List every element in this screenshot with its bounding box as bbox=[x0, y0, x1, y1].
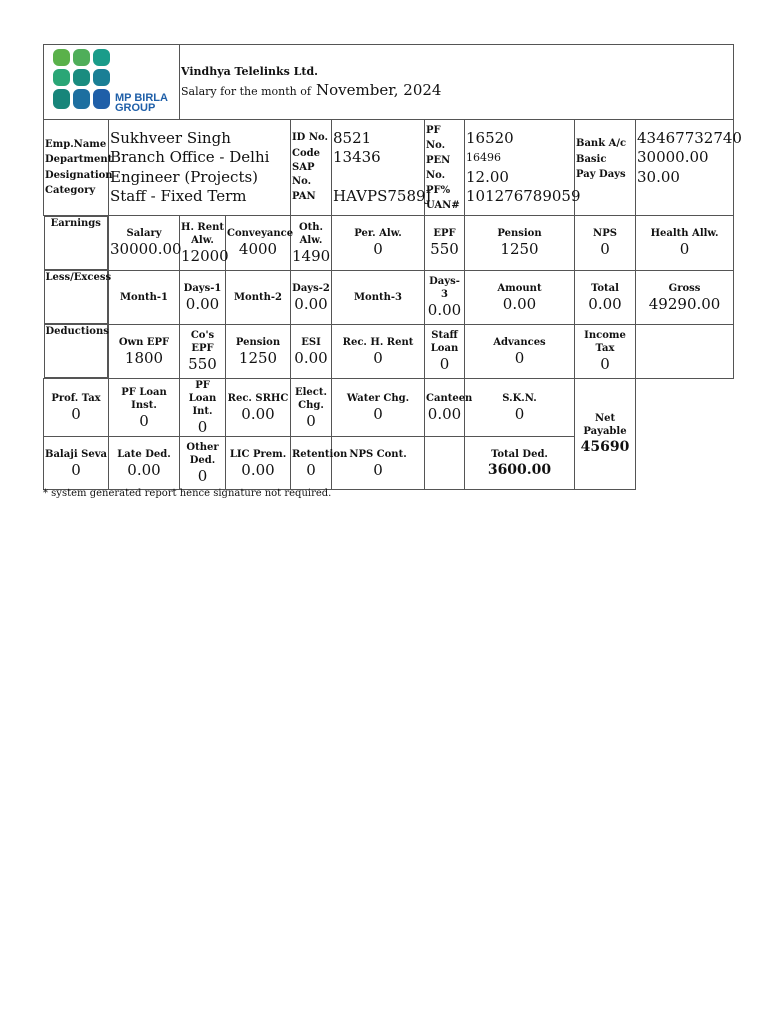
company-name: Vindhya Telelinks Ltd. bbox=[181, 65, 318, 78]
svg-text:GROUP: GROUP bbox=[115, 102, 156, 114]
ded-rec-house-rent: Rec. H. Rent 0 bbox=[332, 324, 425, 379]
ded-pf-loan-inst: PF Loan Inst. 0 bbox=[109, 379, 180, 437]
mp-birla-group-logo bbox=[45, 45, 179, 115]
pen-no: 16496 bbox=[466, 151, 501, 164]
pf-percent: 12.00 bbox=[466, 167, 509, 186]
employee-labels: Emp.Name Department Designation Category bbox=[44, 120, 109, 216]
earnings-row bbox=[44, 216, 734, 271]
less-excess-row bbox=[44, 270, 734, 324]
bank-account: 43467732740 bbox=[637, 128, 742, 147]
less-days-2: Days-2 0.00 bbox=[291, 270, 332, 324]
earnings-label: Earnings bbox=[44, 216, 109, 270]
ded-own-epf: Own EPF 1800 bbox=[109, 324, 180, 379]
salary-month: November, 2024 bbox=[316, 81, 442, 99]
ded-water-chg: Water Chg. 0 bbox=[332, 379, 425, 437]
ded-lic-prem: LIC Prem. 0.00 bbox=[226, 437, 291, 490]
employee-name: Sukhveer Singh bbox=[110, 128, 231, 147]
employee-category: Staff - Fixed Term bbox=[110, 187, 247, 205]
ded-staff-loan: Staff Loan 0 bbox=[425, 324, 465, 379]
deductions-label: Deductions bbox=[44, 324, 109, 378]
empty-cell bbox=[636, 324, 734, 379]
basic: 30000.00 bbox=[637, 148, 709, 167]
ded-other-ded: Other Ded. 0 bbox=[180, 437, 226, 490]
ded-income-tax: Income Tax 0 bbox=[575, 324, 636, 379]
gross: Gross 49290.00 bbox=[636, 270, 734, 324]
pan: HAVPS7589J bbox=[333, 186, 432, 205]
id-no: 8521 bbox=[333, 128, 372, 147]
less-total: Total 0.00 bbox=[575, 270, 636, 324]
ded-elect-chg: Elect. Chg. 0 bbox=[291, 379, 332, 437]
deductions-row-2 bbox=[44, 379, 734, 437]
svg-text:MP BIRLA: MP BIRLA bbox=[115, 92, 168, 104]
pay-days: 30.00 bbox=[637, 167, 680, 186]
earning-nps: NPS 0 bbox=[575, 216, 636, 271]
empty-cell bbox=[425, 437, 465, 490]
id-labels: ID No. Code SAP No. PAN bbox=[291, 120, 332, 216]
earning-epf: EPF 550 bbox=[425, 216, 465, 271]
ded-pension: Pension 1250 bbox=[226, 324, 291, 379]
ded-advances: Advances 0 bbox=[465, 324, 575, 379]
company-logo bbox=[44, 45, 180, 120]
id-values bbox=[332, 120, 432, 216]
less-month-1: Month-1 bbox=[109, 270, 180, 324]
total-deductions: Total Ded. 3600.00 bbox=[465, 437, 575, 490]
ded-prof-tax: Prof. Tax 0 bbox=[44, 379, 109, 437]
less-excess-label: Less/Excess bbox=[44, 270, 109, 324]
salary-month-label: Salary for the month of bbox=[181, 85, 311, 98]
pf-values bbox=[465, 120, 581, 216]
ded-cos-epf: Co's EPF 550 bbox=[180, 324, 226, 379]
employee-values bbox=[109, 120, 291, 216]
less-month-3: Month-3 bbox=[332, 270, 425, 324]
earning-conveyance: Conveyance 4000 bbox=[226, 216, 291, 271]
ded-canteen: Canteen 0.00 bbox=[425, 379, 465, 437]
uan: 101276789059 bbox=[466, 187, 581, 205]
less-amount: Amount 0.00 bbox=[465, 270, 575, 324]
earning-salary: Salary 30000.00 bbox=[109, 216, 180, 271]
ded-balaji-seva: Balaji Seva 0 bbox=[44, 437, 109, 490]
ded-skn: S.K.N. 0 bbox=[465, 379, 575, 437]
net-payable-value: 45690 bbox=[580, 439, 630, 455]
footer-note: * system generated report hence signature not required. bbox=[43, 488, 332, 499]
ded-esi: ESI 0.00 bbox=[291, 324, 332, 379]
earning-health-allowance: Health Allw. 0 bbox=[636, 216, 734, 271]
ded-retention: Retention 0 bbox=[291, 437, 332, 490]
net-payable-label: Net Payable bbox=[583, 413, 627, 437]
pf-labels: PF No. PEN No. PF% UAN# bbox=[425, 120, 465, 216]
ded-rec-srhc: Rec. SRHC 0.00 bbox=[226, 379, 291, 437]
earning-pension: Pension 1250 bbox=[465, 216, 575, 271]
code: 13436 bbox=[333, 148, 381, 167]
net-payable bbox=[575, 379, 636, 490]
employee-department: Branch Office - Delhi bbox=[110, 148, 270, 166]
less-days-1: Days-1 0.00 bbox=[180, 270, 226, 324]
pf-no: 16520 bbox=[466, 128, 514, 147]
bank-values bbox=[636, 120, 742, 216]
deductions-row-1 bbox=[44, 324, 734, 379]
earning-other-allowance: Oth. Alw. 1490 bbox=[291, 216, 332, 271]
less-month-2: Month-2 bbox=[226, 270, 291, 324]
company-header bbox=[180, 45, 734, 120]
ded-late-ded: Late Ded. 0.00 bbox=[109, 437, 180, 490]
less-days-3: Days-3 0.00 bbox=[425, 270, 465, 324]
earning-personal-allowance: Per. Alw. 0 bbox=[332, 216, 425, 271]
earning-house-rent: H. Rent Alw. 12000 bbox=[180, 216, 226, 271]
employee-designation: Engineer (Projects) bbox=[110, 167, 259, 186]
bank-labels: Bank A/c Basic Pay Days bbox=[575, 120, 636, 216]
ded-pf-loan-int: PF Loan Int. 0 bbox=[180, 379, 226, 437]
salary-slip-table bbox=[43, 44, 742, 490]
ded-nps-cont: NPS Cont. 0 bbox=[332, 437, 425, 490]
